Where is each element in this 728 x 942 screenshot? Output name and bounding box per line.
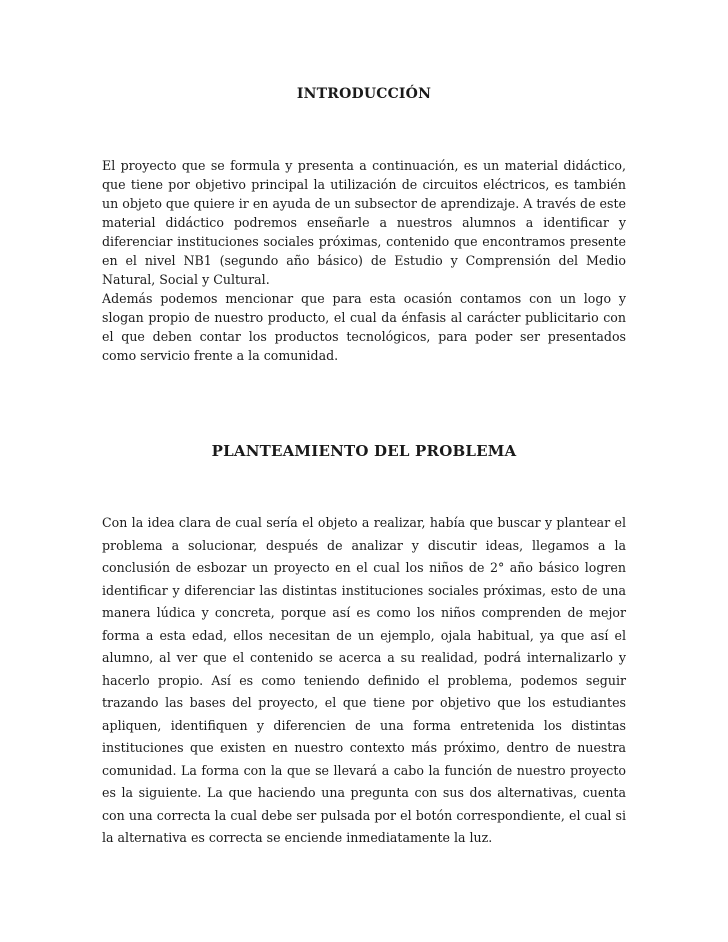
introduccion-paragraph-1: El proyecto que se formula y presenta a continuación, es un material didáctico, que tiene por objetivo principal la utilización de circuitos eléctricos, es también un objeto que quiere ir en ayuda de un subsector de aprendizaje. A través de este material didáctico podremos enseñarle a nuestros alumnos a identificar y diferenciar instituciones sociales próximas, contenido que encontramos presente en el nivel NB1 (segundo año básico) de Estudio y Comprensión del Medio Natural, Social y Cultural.: [102, 158, 626, 287]
section-title-planteamiento: PLANTEAMIENTO DEL PROBLEMA: [211, 442, 517, 460]
introduccion-body: [102, 156, 626, 365]
planteamiento-paragraph-1: Con la idea clara de cual sería el objeto a realizar, había que buscar y plantear el problema a solucionar, después de analizar y discutir ideas, llegamos a la conclusión de esbozar un proyecto en el cual los niños de 2° año básico logren identificar y diferenciar las distintas instituciones sociales próximas, esto de una manera lúdica y concreta, porque así es como los niños comprenden de mejor forma a esta edad, ellos necesitan de un ejemplo, ojala habitual, ya que así el alumno, al ver que el contenido se acerca a su realidad, podrá internalizarlo y hacerlo propio. Así es como teniendo definido el problema, podemos seguir trazando las bases del proyecto, el que tiene por objetivo que los estudiantes apliquen, identifiquen y diferencien de una forma entretenida los distintas instituciones que existen en nuestro contexto más próximo, dentro de nuestra comunidad. La forma con la que se llevará a cabo la función de nuestro proyecto es la siguiente. La que haciendo una pregunta con sus dos alternativas, cuenta con una correcta la cual debe ser pulsada por el botón correspondiente, el cual si la alternativa es correcta se enciende inmediatamente la luz.: [102, 515, 626, 845]
introduccion-paragraph-2: Además podemos mencionar que para esta ocasión contamos con un logo y slogan propio de nuestro producto, el cual da énfasis al carácter publicitario con el que deben contar los productos tecnológicos, para poder ser presentados como servicio frente a la comunidad.: [102, 291, 626, 363]
section-title-introduccion: INTRODUCCIÓN: [296, 86, 432, 102]
planteamiento-body: [102, 512, 626, 850]
